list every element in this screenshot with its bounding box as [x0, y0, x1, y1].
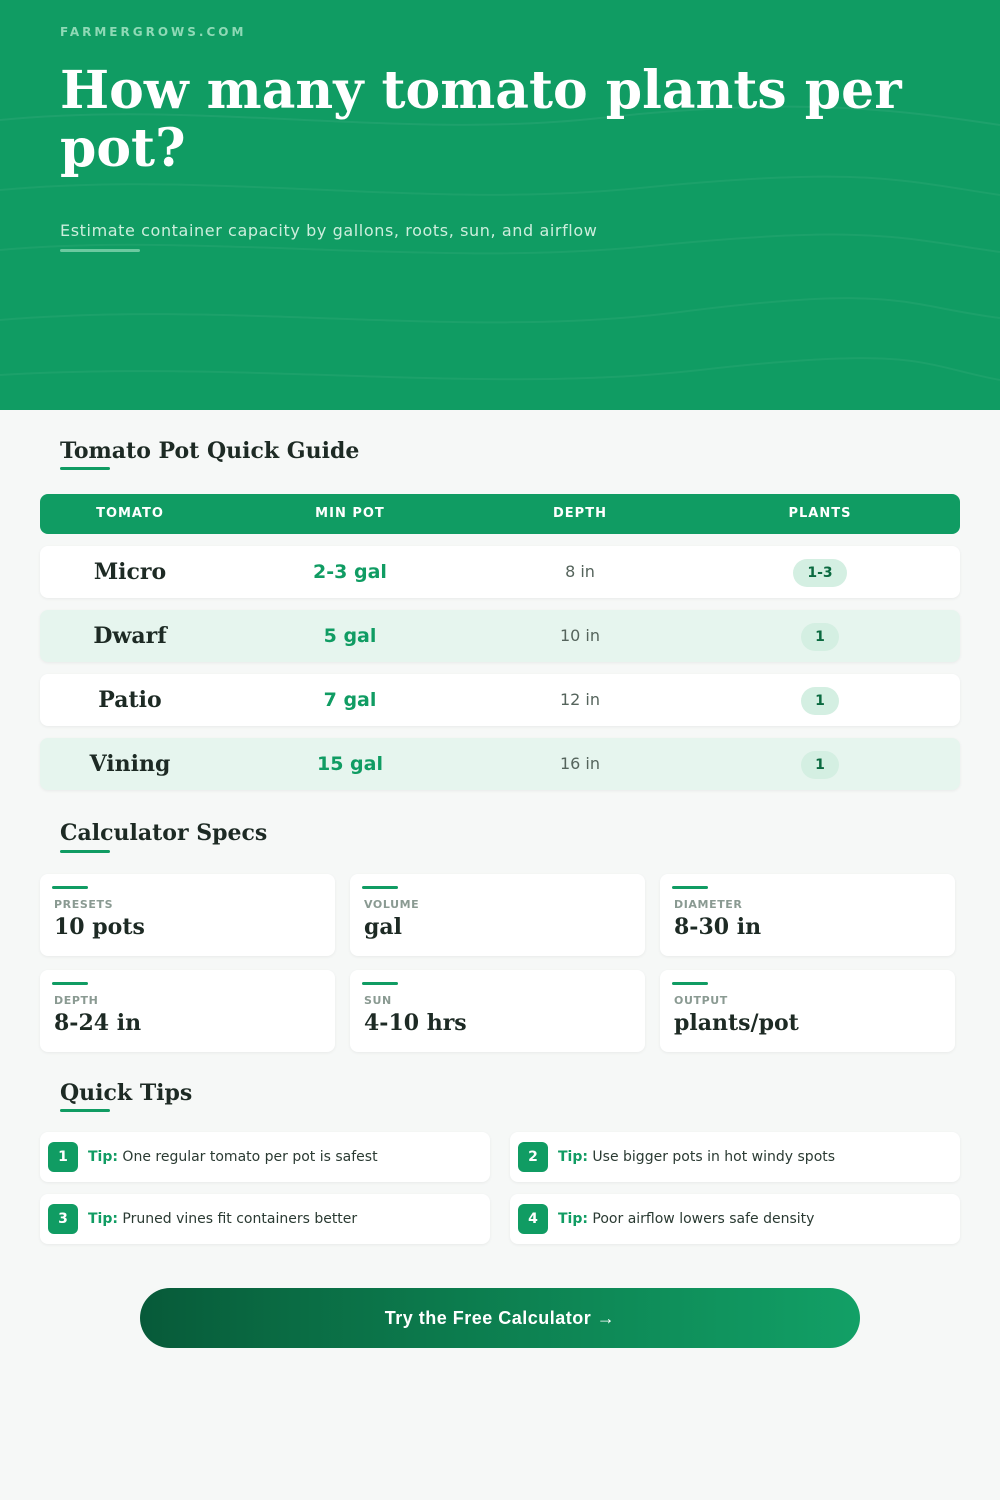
tip-card	[510, 1194, 960, 1244]
guide-table-header	[40, 494, 960, 534]
tomato-type: Patio	[98, 687, 162, 713]
plants-badge: 1-3	[793, 559, 846, 587]
tip-prefix: Tip:	[88, 1211, 118, 1227]
plants-badge: 1	[801, 623, 839, 651]
plants-badge: 1	[801, 751, 839, 779]
spec-label: PRESETS	[54, 898, 114, 911]
header-tomato: TOMATO	[96, 506, 164, 521]
try-calculator-button[interactable]: Try the Free Calculator →	[140, 1288, 860, 1348]
spec-card-accent	[672, 886, 708, 889]
tip-prefix: Tip:	[88, 1149, 118, 1165]
tip-body: One regular tomato per pot is safest	[122, 1149, 378, 1165]
spec-card	[350, 970, 645, 1052]
page-subtitle: Estimate container capacity by gallons, roots, sun, and airflow	[60, 221, 598, 240]
tomato-type: Micro	[93, 559, 167, 585]
spec-value: 8-24 in	[54, 1010, 142, 1036]
depth-value: 16 in	[559, 754, 601, 773]
spec-value: gal	[364, 914, 402, 940]
header-depth: DEPTH	[553, 506, 607, 521]
tip-text	[88, 1132, 378, 1182]
min-pot-value: 15 gal	[317, 753, 383, 775]
tip-body: Use bigger pots in hot windy spots	[592, 1149, 836, 1165]
spec-card	[660, 970, 955, 1052]
tip-card	[40, 1194, 490, 1244]
depth-value: 12 in	[559, 690, 601, 709]
tip-text	[88, 1194, 357, 1244]
tips-section-underline	[60, 1109, 110, 1112]
plants-badge: 1	[801, 687, 839, 715]
tip-number-badge: 3	[48, 1204, 78, 1234]
spec-card-accent	[52, 982, 88, 985]
spec-label: OUTPUT	[674, 994, 728, 1007]
hero-banner	[0, 0, 1000, 410]
spec-value: 10 pots	[54, 914, 145, 940]
tip-text	[558, 1194, 814, 1244]
spec-label: SUN	[364, 994, 392, 1007]
table-row	[40, 674, 960, 726]
min-pot-value: 5 gal	[323, 625, 377, 647]
tip-card	[510, 1132, 960, 1182]
page-title: How many tomato plants per pot?	[60, 60, 902, 179]
tip-text	[558, 1132, 835, 1182]
tip-body: Pruned vines fit containers better	[122, 1211, 358, 1227]
tomato-type: Vining	[89, 751, 171, 777]
hero-divider	[60, 249, 140, 252]
spec-value: 4-10 hrs	[364, 1010, 467, 1036]
tips-section-title: Quick Tips	[60, 1080, 193, 1106]
tip-card	[40, 1132, 490, 1182]
guide-section-underline	[60, 467, 110, 470]
table-row	[40, 738, 960, 790]
tip-number-badge: 2	[518, 1142, 548, 1172]
spec-card-accent	[52, 886, 88, 889]
spec-card-accent	[362, 982, 398, 985]
min-pot-value: 7 gal	[323, 689, 377, 711]
depth-value: 8 in	[565, 562, 595, 581]
specs-section-title: Calculator Specs	[60, 820, 268, 846]
spec-card-accent	[362, 886, 398, 889]
table-row	[40, 610, 960, 662]
guide-section-title: Tomato Pot Quick Guide	[60, 438, 360, 464]
spec-value: plants/pot	[674, 1010, 799, 1036]
spec-card-accent	[672, 982, 708, 985]
spec-label: VOLUME	[364, 898, 420, 911]
spec-card	[660, 874, 955, 956]
min-pot-value: 2-3 gal	[313, 561, 387, 583]
tip-number-badge: 4	[518, 1204, 548, 1234]
depth-value: 10 in	[559, 626, 601, 645]
tip-prefix: Tip:	[558, 1149, 588, 1165]
spec-value: 8-30 in	[674, 914, 762, 940]
brand-name: FARMERGROWS.COM	[60, 25, 247, 39]
spec-label: DEPTH	[54, 994, 99, 1007]
tip-prefix: Tip:	[558, 1211, 588, 1227]
tomato-type: Dwarf	[93, 623, 167, 649]
table-row	[40, 546, 960, 598]
header-plants: PLANTS	[788, 506, 852, 521]
tip-number-badge: 1	[48, 1142, 78, 1172]
spec-label: DIAMETER	[674, 898, 743, 911]
spec-card	[40, 874, 335, 956]
specs-section-underline	[60, 850, 110, 853]
spec-card	[40, 970, 335, 1052]
spec-card	[350, 874, 645, 956]
header-min-pot: MIN POT	[315, 506, 385, 521]
tip-body: Poor airflow lowers safe density	[592, 1211, 815, 1227]
